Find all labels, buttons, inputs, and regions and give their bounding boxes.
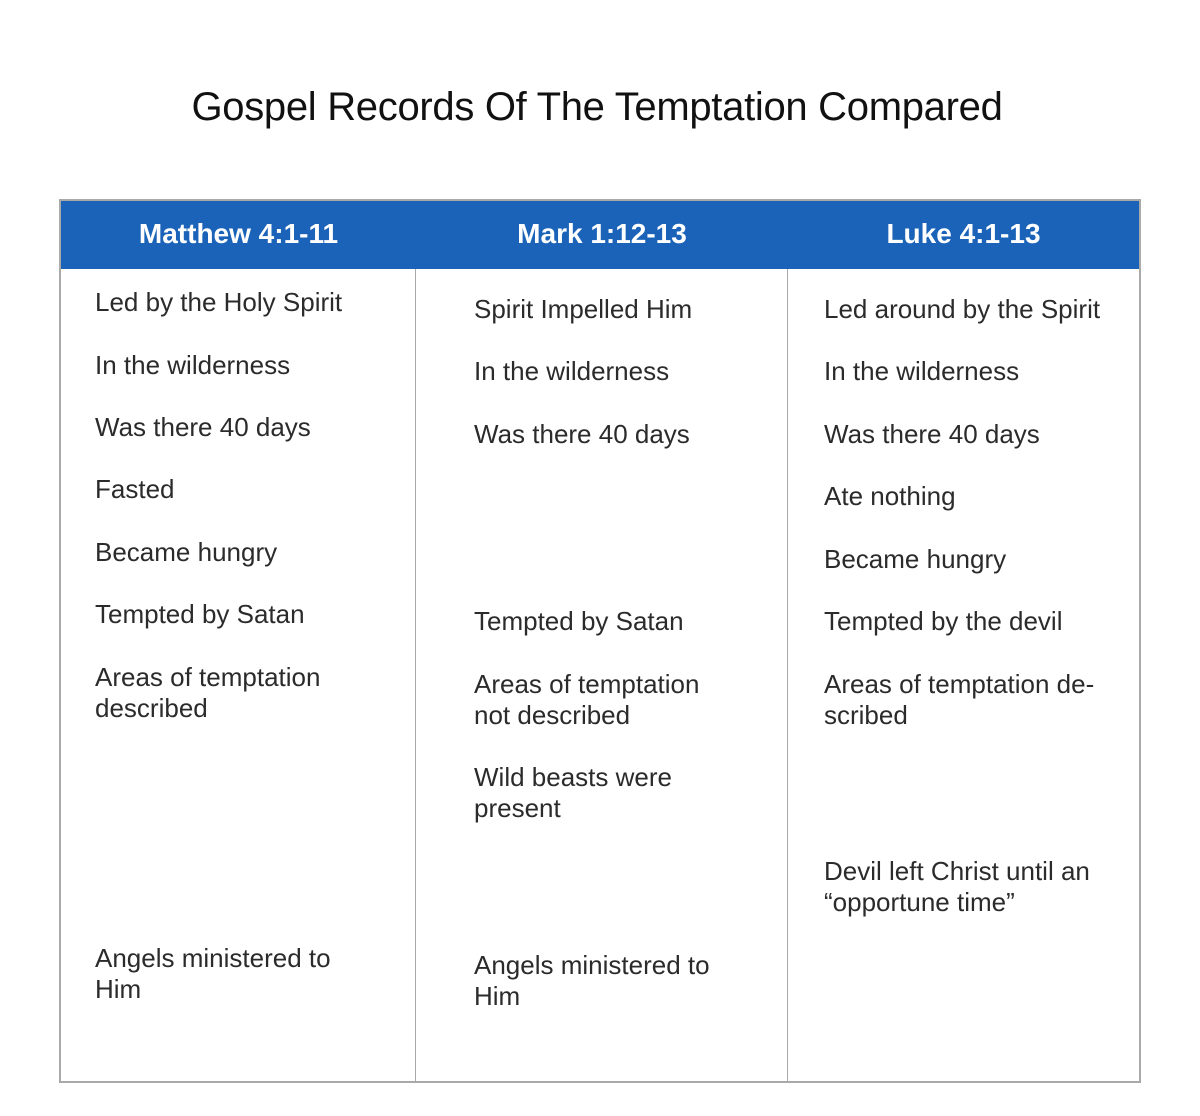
entry-line: present (474, 793, 561, 823)
entry-line: Angels ministered to (474, 950, 710, 980)
comparison-table (59, 199, 1141, 1083)
column-header-luke: Luke 4:1-13 (886, 218, 1041, 249)
entry-line: Was there 40 days (474, 419, 690, 449)
mark-entry (474, 356, 669, 387)
entry-line: Spirit Impelled Him (474, 294, 693, 324)
mark-entry (474, 419, 690, 450)
entry-line: not described (474, 700, 631, 730)
luke-entry (824, 356, 1019, 387)
entry-line: Areas of temptation (95, 662, 321, 692)
mark-entry (474, 606, 684, 637)
entry-line: Led around by the Spirit (824, 294, 1101, 324)
matthew-entry (95, 599, 305, 630)
entry-line: In the wilderness (95, 350, 291, 380)
entry-line: Was there 40 days (95, 412, 311, 442)
matthew-entry (95, 662, 320, 724)
column-divider (787, 269, 788, 1081)
entry-line: Tempted by Satan (474, 606, 684, 636)
entry-line: “opportune time” (824, 887, 1015, 917)
entry-line: Areas of temptation de- (824, 669, 1095, 699)
mark-entry (474, 294, 692, 325)
mark-entry (474, 950, 710, 1012)
entry-line: Him (95, 974, 142, 1004)
matthew-entry (95, 474, 175, 505)
luke-entry (824, 669, 1094, 731)
luke-entry (824, 544, 1006, 575)
entry-line: Him (474, 981, 521, 1011)
entry-line: Was there 40 days (824, 419, 1040, 449)
entry-line: Became hungry (95, 537, 278, 567)
luke-entry (824, 419, 1040, 450)
entry-line: In the wilderness (824, 356, 1020, 386)
column-header-mark: Mark 1:12-13 (517, 218, 687, 249)
matthew-entry (95, 412, 311, 443)
matthew-entry (95, 287, 342, 318)
entry-line: Led by the Holy Spirit (95, 287, 343, 317)
matthew-entry (95, 537, 277, 568)
table-header-row (61, 201, 1139, 269)
page-title: Gospel Records Of The Temptation Compared (191, 85, 1003, 129)
entry-line: Wild beasts were (474, 762, 672, 792)
luke-entry (824, 606, 1062, 637)
entry-line: Became hungry (824, 544, 1007, 574)
luke-entry (824, 856, 1090, 918)
entry-line: Angels ministered to (95, 943, 331, 973)
luke-entry (824, 481, 956, 512)
column-divider (415, 269, 416, 1081)
matthew-entry (95, 350, 290, 381)
entry-line: Tempted by Satan (95, 599, 305, 629)
matthew-entry (95, 943, 331, 1005)
entry-line: Ate nothing (824, 481, 956, 511)
entry-line: In the wilderness (474, 356, 670, 386)
entry-line: Tempted by the devil (824, 606, 1063, 636)
entry-line: scribed (824, 700, 908, 730)
mark-entry (474, 762, 672, 824)
mark-entry (474, 669, 699, 731)
entry-line: Devil left Christ until an (824, 856, 1090, 886)
luke-entry (824, 294, 1100, 325)
column-header-matthew: Matthew 4:1-11 (138, 218, 339, 249)
entry-line: Fasted (95, 474, 175, 504)
entry-line: described (95, 693, 208, 723)
entry-line: Areas of temptation (474, 669, 700, 699)
